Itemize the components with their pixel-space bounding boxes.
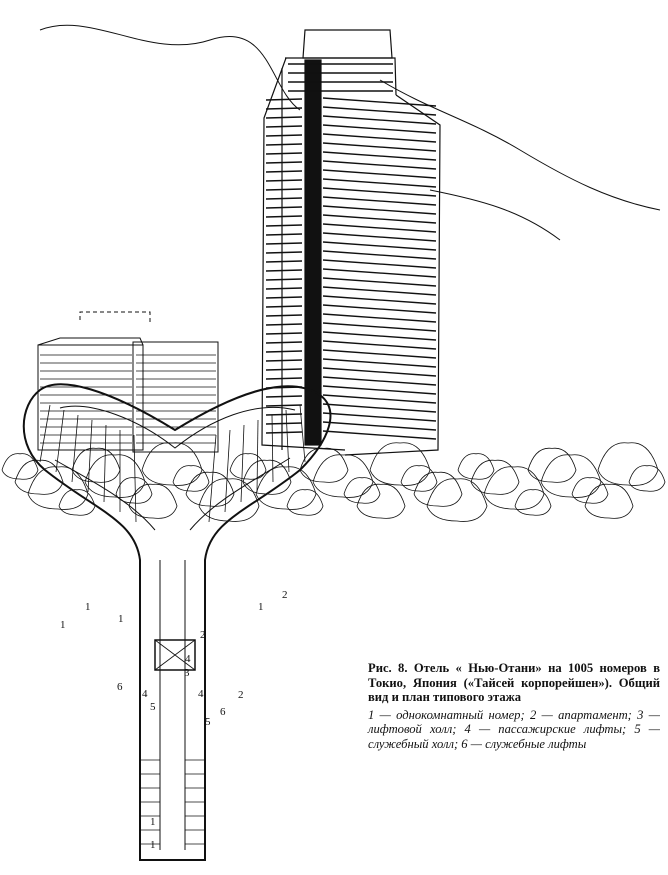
- tower-floor-band: [266, 198, 302, 199]
- label-room-single: 1: [85, 601, 91, 613]
- sky-line: [40, 25, 300, 110]
- tower-floor-band: [323, 125, 436, 133]
- tower-floor-band: [323, 278, 436, 286]
- tower-floor-band: [266, 342, 302, 343]
- tower-floor-band: [266, 99, 302, 100]
- sky-line: [380, 80, 660, 210]
- tower-floor-band: [266, 180, 302, 181]
- caption-title: Рис. 8. Отель « Нью-Отани» на 1005 номеров в Токио, Япония («Тайсей корпорейшен»). Общий вид и план типового этажа: [368, 661, 660, 705]
- tree-crown: [344, 478, 380, 504]
- label-passenger-lifts: 4: [142, 688, 148, 700]
- tower-floor-band: [323, 332, 436, 340]
- label-room-single: 1: [118, 613, 124, 625]
- tower-floor-band: [323, 116, 436, 124]
- label-service-hall: 5: [150, 701, 156, 713]
- tower-floor-band: [266, 234, 302, 235]
- tower-floor-band: [266, 252, 302, 253]
- tower-floor-band: [266, 207, 302, 208]
- typical-floor-plan: [0, 370, 345, 875]
- plan-room-divider: [225, 430, 230, 512]
- label-service-lifts: 6: [220, 706, 226, 718]
- tower-floor-band: [323, 341, 436, 349]
- tower-floor-band: [266, 225, 302, 226]
- tower-floor-band: [323, 287, 436, 295]
- tower-floor-band: [323, 179, 436, 187]
- label-service-hall: 5: [205, 716, 211, 728]
- plan-room-divider: [272, 415, 273, 482]
- tower-floor-band: [323, 224, 436, 232]
- sky-line: [430, 190, 560, 240]
- tree-crown: [414, 472, 462, 506]
- tower-floor-band: [266, 162, 302, 163]
- tower-floor-band: [323, 152, 436, 160]
- tower-floor-band: [266, 261, 302, 262]
- tower-floor-band: [323, 98, 436, 106]
- tower-floor-band: [266, 270, 302, 271]
- plan-room-divider: [286, 410, 289, 472]
- tree-crown: [585, 484, 633, 518]
- tower-floor-band: [266, 117, 302, 118]
- tower-floor-band: [266, 144, 302, 145]
- tower-floor-band: [266, 135, 302, 136]
- tower-floor-band: [323, 242, 436, 250]
- tower-floor-band: [266, 351, 302, 352]
- tower-floor-band: [266, 333, 302, 334]
- tower-floor-band: [323, 314, 436, 322]
- tower-floor-band: [323, 260, 436, 268]
- label-elevator-hall: 3: [184, 667, 190, 679]
- tower-floor-band: [266, 171, 302, 172]
- tower-floor-band: [266, 324, 302, 325]
- tower-floor-band: [266, 243, 302, 244]
- tower-floor-band: [323, 269, 436, 277]
- tower-floor-band: [266, 189, 302, 190]
- label-passenger-lifts: 4: [198, 688, 204, 700]
- tower-floor-band: [266, 279, 302, 280]
- tree-crown: [598, 443, 658, 486]
- tower-floor-band: [323, 134, 436, 142]
- tower-floor-band: [323, 215, 436, 223]
- plan-room-divider: [134, 435, 136, 522]
- tower-floor-band: [323, 233, 436, 241]
- tree-crown: [515, 490, 551, 516]
- label-passenger-lifts: 4: [185, 653, 191, 665]
- tower-floor-band: [323, 206, 436, 214]
- label-apartment: 2: [282, 589, 288, 601]
- label-room-single: 1: [60, 619, 66, 631]
- label-apartment: 2: [238, 689, 244, 701]
- tower-floor-band: [323, 161, 436, 169]
- tree-crown: [458, 454, 494, 480]
- tower-floor-band: [266, 216, 302, 217]
- tower-floor-band: [323, 251, 436, 259]
- tower-floor-band: [266, 126, 302, 127]
- tower-floor-band: [266, 315, 302, 316]
- tower-floor-band: [323, 296, 436, 304]
- tower-floor-band: [266, 306, 302, 307]
- caption-legend: 1 — однокомнатный номер; 2 — апартамент; 3 — лифтовой холл; 4 — пассажирские лифты; 5 — служебный холл; 6 — служебные лифты: [368, 707, 660, 751]
- tree-crown: [572, 478, 608, 504]
- tree-crown: [401, 466, 437, 492]
- label-service-lifts: 6: [117, 681, 123, 693]
- tree-crown: [629, 466, 665, 492]
- tower-floor-band: [266, 297, 302, 298]
- tree-crown: [471, 460, 519, 494]
- tower-floor-band: [266, 108, 302, 109]
- plan-room-divider: [241, 425, 244, 502]
- tower-floor-band: [323, 170, 436, 178]
- tower-floor-band: [266, 360, 302, 361]
- tower-floor-band: [266, 288, 302, 289]
- tower-floor-band: [266, 153, 302, 154]
- tree-crown: [528, 448, 576, 482]
- label-room-single: 1: [150, 816, 156, 828]
- tower-floor-band: [323, 197, 436, 205]
- figure-caption: [368, 661, 660, 752]
- plan-room-divider: [104, 425, 106, 502]
- tree-crown: [357, 484, 405, 518]
- plan-room-divider: [257, 420, 258, 492]
- tower-floor-band: [323, 350, 436, 358]
- plan-room-divider: [300, 405, 305, 462]
- label-apartment: 2: [200, 629, 206, 641]
- tower-floor-band: [323, 188, 436, 196]
- plan-room-divider: [209, 435, 216, 522]
- plan-room-divider: [40, 405, 50, 462]
- label-room-single: 1: [258, 601, 264, 613]
- plan-outline: [24, 384, 331, 860]
- label-room-single: 1: [150, 839, 156, 851]
- tower-floor-band: [323, 143, 436, 151]
- tower-floor-band: [323, 323, 436, 331]
- tower-floor-band: [323, 305, 436, 313]
- tower-floor-band: [323, 359, 436, 367]
